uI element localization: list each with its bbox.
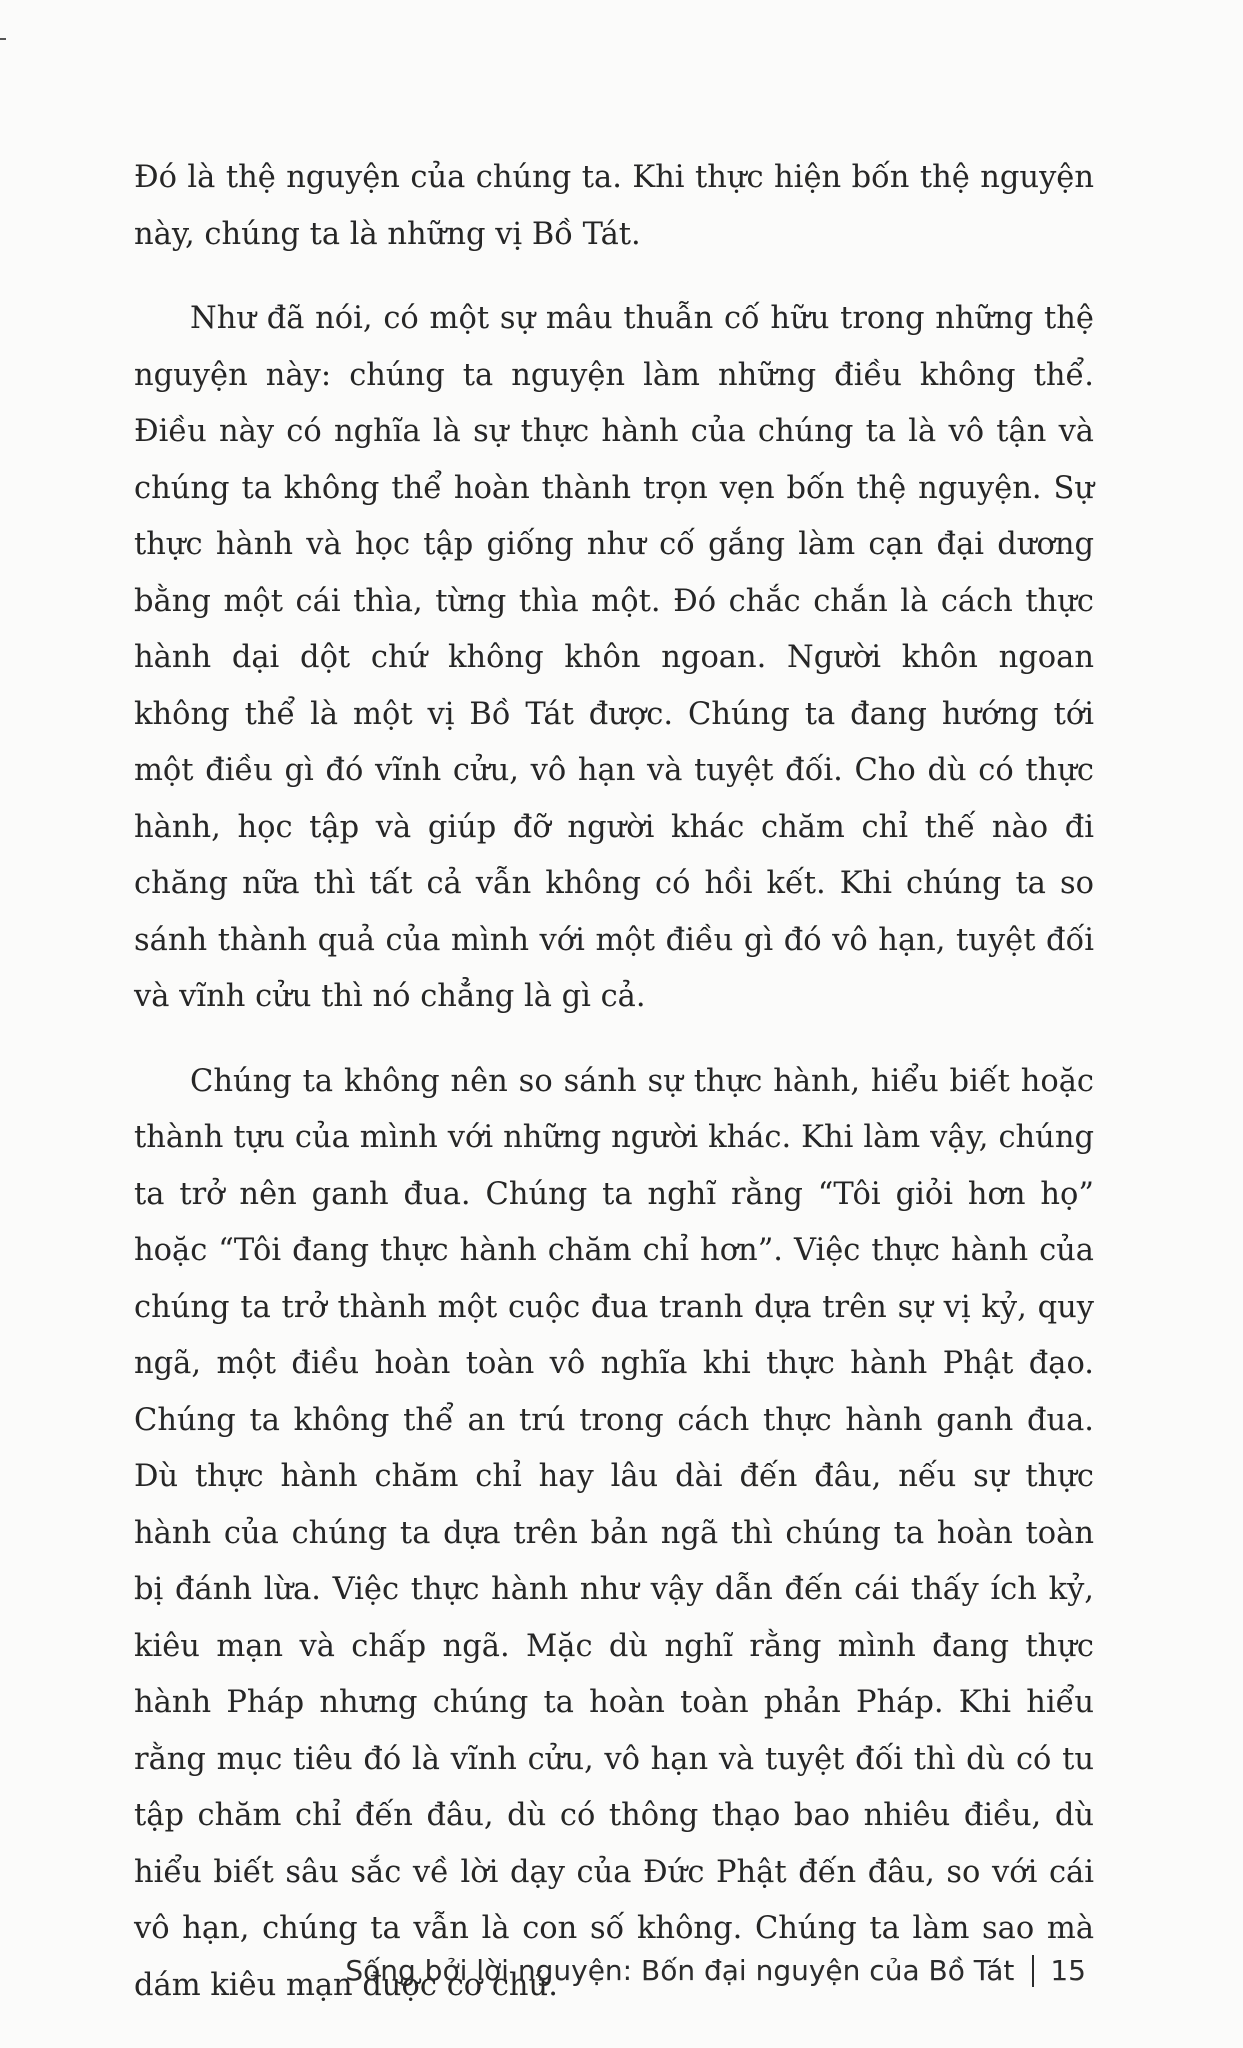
footer-divider xyxy=(1032,1955,1034,1987)
running-title: Sống bởi lời nguyện: Bốn đại nguyện của Bồ Tát xyxy=(345,1954,1015,1987)
paragraph-3: Chúng ta không nên so sánh sự thực hành, hiểu biết hoặc thành tựu của mình với những người khác. Khi làm vậy, chúng ta trở nên ganh đua. Chúng ta nghĩ rằng “Tôi giỏi hơn họ” hoặc “Tôi đang thực hành chăm chỉ hơn”. Việc thực hành của chúng ta trở thành một cuộc đua tranh dựa trên sự vị kỷ, quy ngã, một điều hoàn toàn vô nghĩa khi thực hành Phật đạo. Chúng ta không thể an trú trong cách thực hành ganh đua. Dù thực hành chăm chỉ hay lâu dài đến đâu, nếu sự thực hành của chúng ta dựa trên bản ngã thì chúng ta hoàn toàn bị đánh lừa. Việc thực hành như vậy dẫn đến cái thấy ích kỷ, kiêu mạn và chấp ngã. Mặc dù nghĩ rằng mình đang thực hành Pháp nhưng chúng ta hoàn toàn phản Pháp. Khi hiểu rằng mục tiêu đó là vĩnh cửu, vô hạn và tuyệt đối thì dù có tu tập chăm chỉ đến đâu, dù có thông thạo bao nhiêu điều, dù hiểu biết sâu sắc về lời dạy của Đức Phật đến đâu, so với cái vô hạn, chúng ta vẫn là con số không. Chúng ta làm sao mà dám kiêu mạn được cơ chứ. xyxy=(134,1063,1094,2003)
paragraph-2: Như đã nói, có một sự mâu thuẫn cố hữu trong những thệ nguyện này: chúng ta nguyện làm những điều không thể. Điều này có nghĩa là sự thực hành của chúng ta là vô tận và chúng ta không thể hoàn thành trọn vẹn bốn thệ nguyện. Sự thực hành và học tập giống như cố gắng làm cạn đại dương bằng một cái thìa, từng thìa một. Đó chắc chắn là cách thực hành dại dột chứ không khôn ngoan. Người khôn ngoan không thể là một vị Bồ Tát được. Chúng ta đang hướng tới một điều gì đó vĩnh cửu, vô hạn và tuyệt đối. Cho dù có thực hành, học tập và giúp đỡ người khác chăm chỉ thế nào đi chăng nữa thì tất cả vẫn không có hồi kết. Khi chúng ta so sánh thành quả của mình với một điều gì đó vô hạn, tuyệt đối và vĩnh cửu thì nó chẳng là gì cả. xyxy=(134,301,1094,1014)
page-edge-mark xyxy=(0,38,6,40)
page-number: 15 xyxy=(1050,1954,1086,1987)
body-text xyxy=(134,150,1094,2014)
paragraph-1: Đó là thệ nguyện của chúng ta. Khi thực hiện bốn thệ nguyện này, chúng ta là những vị Bồ Tát. xyxy=(134,160,1094,252)
page-footer xyxy=(345,1954,1086,1987)
